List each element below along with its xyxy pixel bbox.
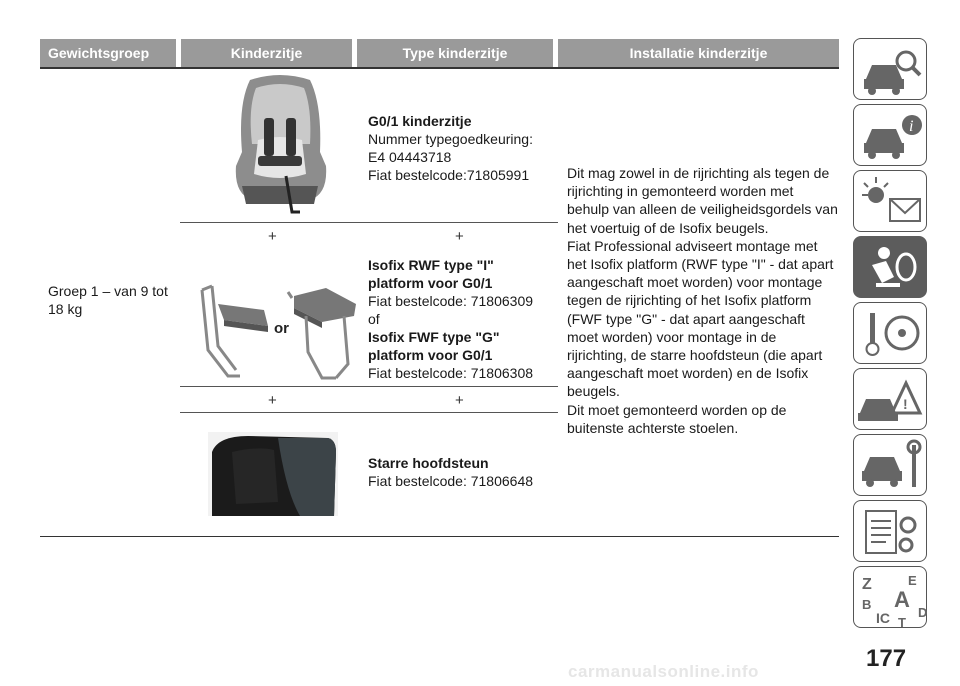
- headrest-description: [368, 454, 548, 490]
- plus-sign: +: [455, 228, 464, 245]
- svg-text:T: T: [898, 615, 906, 629]
- installation-paragraphs: Dit mag zowel in de rijrichting als tegen de rijrichting in gemonteerd worden met behulp van alleen de veiligheidsgordels van het voertuig of de Isofix beugels. Fiat Professional adviseert montage met het Isofix platform (RWF type "I" - dat apart aangeschaft moet worden) voor montage tegen de rijrichting of het Isofix platform (FWF type "G" - dat apart aangeschaft moet worden) voor montage in de rijrichting, de starre hoofdsteun (die apart aangeschaft moet worden) en de Isofix beugels. Dit moet gemonteerd worden op de buitenste achterste stoelen.: [567, 165, 838, 436]
- table-header: [40, 39, 839, 69]
- plus-sign: +: [455, 392, 464, 409]
- tab-warnings-messages[interactable]: [853, 170, 927, 232]
- platform-of: of: [368, 311, 380, 327]
- platform-description: [368, 256, 548, 382]
- svg-text:Z: Z: [862, 576, 872, 593]
- isofix-rwf-platform-image: [194, 280, 278, 380]
- seat-description: [368, 112, 548, 184]
- row-separator: [180, 222, 558, 223]
- header-seat-type: Type kinderzitje: [357, 39, 553, 67]
- header-installation: Installatie kinderzitje: [558, 39, 839, 67]
- svg-text:i: i: [909, 118, 914, 135]
- car-wrench-icon: [854, 435, 928, 497]
- installation-text: [567, 164, 839, 437]
- header-child-seat: Kinderzitje: [181, 39, 352, 67]
- platform-rwf-title: Isofix RWF type "I" platform voor G0/1: [368, 257, 494, 291]
- airbag-seat-icon: [854, 237, 928, 299]
- platform-fwf-title: Isofix FWF type "G" platform voor G0/1: [368, 329, 500, 363]
- tab-technical-data[interactable]: [853, 500, 927, 562]
- alphabet-index-icon: [854, 567, 928, 629]
- tab-index[interactable]: [853, 566, 927, 628]
- headrest-title: Starre hoofdsteun: [368, 455, 489, 471]
- warning-lights-envelope-icon: [854, 171, 928, 233]
- svg-text:B: B: [862, 597, 872, 612]
- rigid-headrest-image: [208, 432, 338, 516]
- seat-line-number: E4 04443718: [368, 149, 452, 165]
- document-gears-icon: [854, 501, 928, 563]
- tab-starting-driving[interactable]: [853, 302, 927, 364]
- platform-rwf-code: Fiat bestelcode: 71806309: [368, 293, 534, 309]
- seat-title: G0/1 kinderzitje: [368, 113, 472, 129]
- tab-maintenance[interactable]: [853, 434, 927, 496]
- car-info-icon: [854, 105, 928, 167]
- tab-car-search[interactable]: [853, 38, 927, 100]
- tab-safety[interactable]: [853, 236, 927, 298]
- tab-car-info[interactable]: [853, 104, 927, 166]
- or-label: or: [274, 320, 289, 337]
- header-weight-group: Gewichtsgroep: [40, 39, 176, 67]
- isofix-fwf-platform-image: [286, 282, 362, 382]
- car-search-icon: [854, 39, 928, 101]
- table-bottom-line: [40, 536, 839, 537]
- platform-fwf-code: Fiat bestelcode: 71806308: [368, 365, 534, 381]
- svg-text:E: E: [908, 573, 917, 588]
- watermark: carmanualsonline.info: [568, 662, 759, 681]
- seat-line-approval: Nummer typegoedkeuring:: [368, 131, 533, 147]
- svg-text:IC: IC: [876, 610, 890, 626]
- weight-group: Groep 1 – van 9 tot 18 kg: [48, 283, 168, 317]
- tab-emergency[interactable]: [853, 368, 927, 430]
- seat-line-code: Fiat bestelcode:71805991: [368, 167, 530, 183]
- plus-sign: +: [268, 228, 277, 245]
- child-seat-image: [222, 74, 338, 214]
- plus-sign: +: [268, 392, 277, 409]
- key-steering-wheel-icon: [854, 303, 928, 365]
- svg-text:D: D: [918, 605, 928, 620]
- page-number: 177: [866, 645, 907, 672]
- row-separator: [180, 412, 558, 413]
- headrest-code: Fiat bestelcode: 71806648: [368, 473, 534, 489]
- row-separator: [180, 386, 558, 387]
- car-crash-warning-icon: [854, 369, 928, 431]
- svg-text:A: A: [894, 587, 910, 612]
- svg-text:!: !: [903, 396, 908, 412]
